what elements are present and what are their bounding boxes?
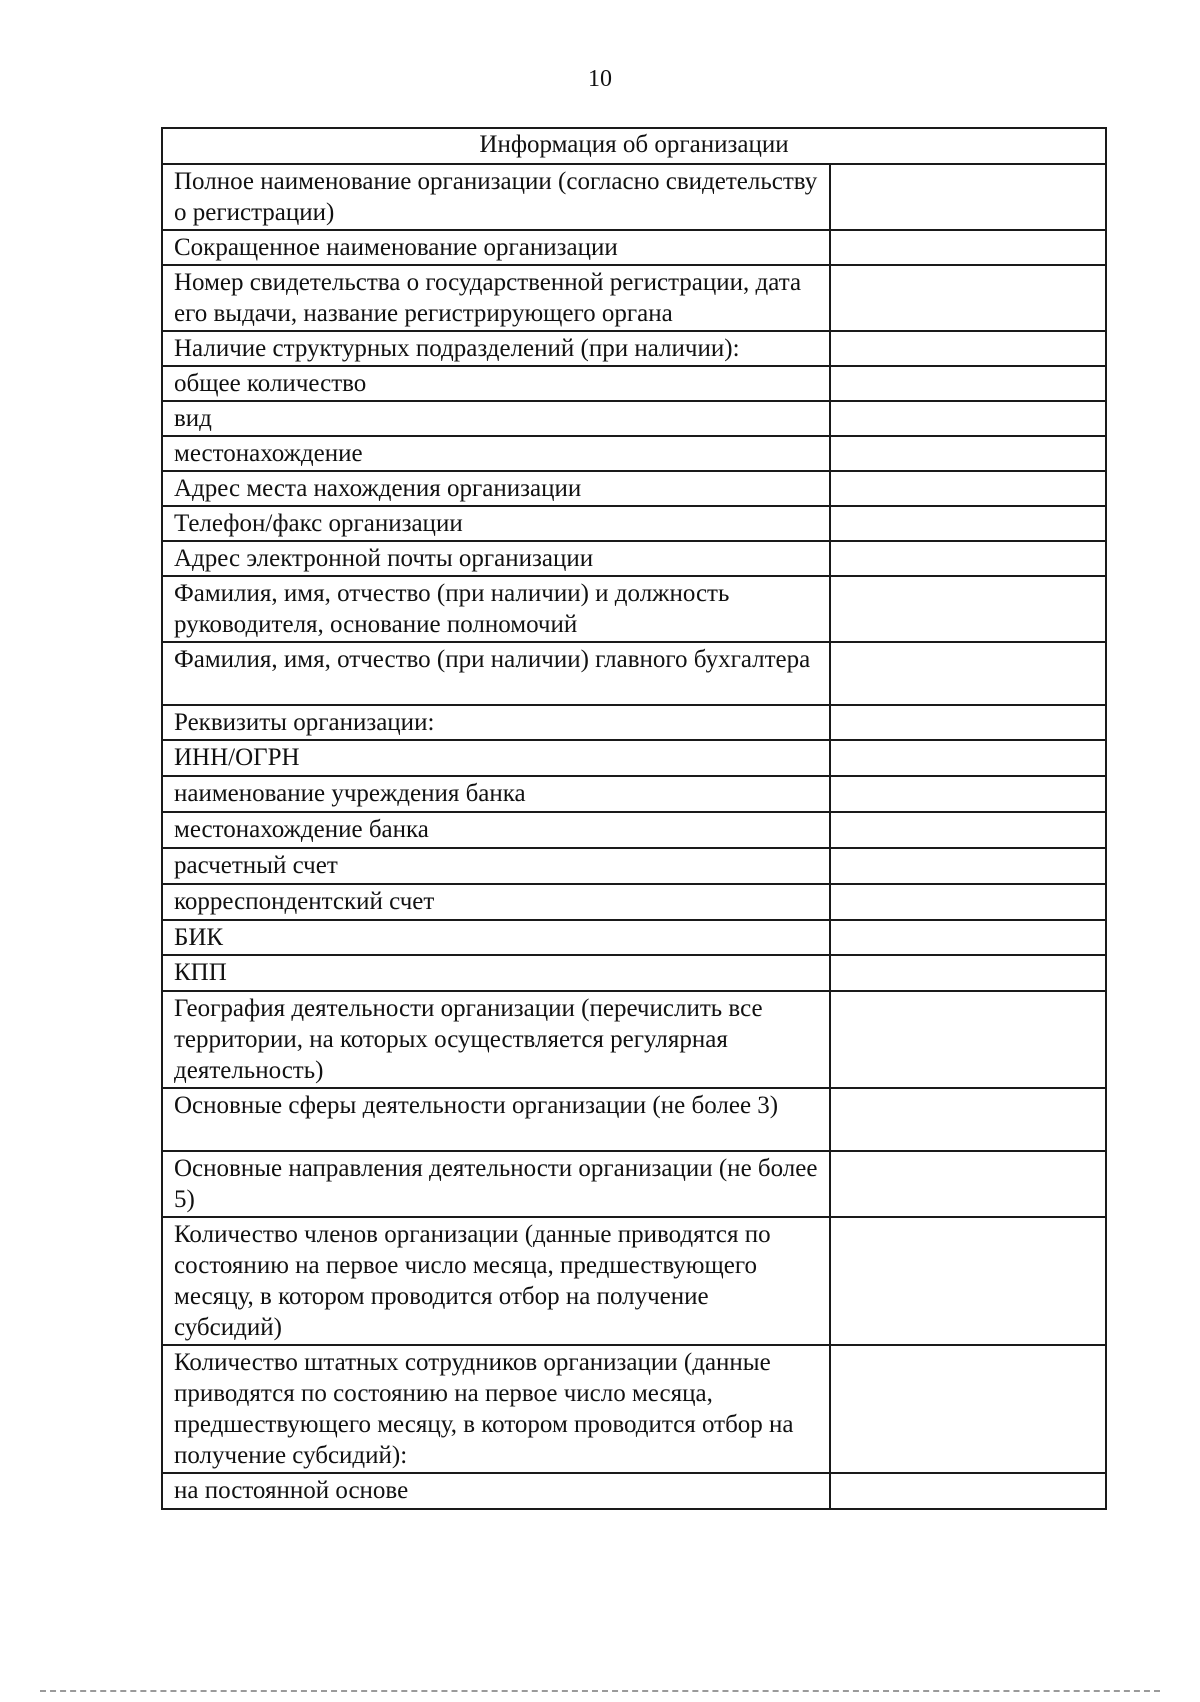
row-label: Реквизиты организации: <box>162 705 830 740</box>
table-row-bik <box>162 920 1106 955</box>
table-row-email <box>162 541 1106 576</box>
row-value-field[interactable] <box>830 1345 1106 1473</box>
table-header: Информация об организации <box>162 128 1106 164</box>
page-number: 10 <box>588 66 612 92</box>
row-label: Полное наименование организации (согласно свидетельству о регистрации) <box>162 164 830 230</box>
row-value-field[interactable] <box>830 436 1106 471</box>
row-label: ИНН/ОГРН <box>162 740 830 776</box>
row-label: Наличие структурных подразделений (при наличии): <box>162 331 830 366</box>
row-label: вид <box>162 401 830 436</box>
row-label: Адрес электронной почты организации <box>162 541 830 576</box>
table-row-staff-count <box>162 1345 1106 1473</box>
table-row-staff-permanent <box>162 1473 1106 1509</box>
row-value-field[interactable] <box>830 848 1106 884</box>
row-label: Основные сферы деятельности организации (не более 3) <box>162 1088 830 1151</box>
table-row-structural-divisions <box>162 331 1106 366</box>
row-value-field[interactable] <box>830 265 1106 331</box>
table-row-requisites <box>162 705 1106 740</box>
row-value-field[interactable] <box>830 884 1106 920</box>
row-label: Номер свидетельства о государственной регистрации, дата его выдачи, название регистрирующего органа <box>162 265 830 331</box>
row-value-field[interactable] <box>830 331 1106 366</box>
page-bottom-border <box>40 1690 1160 1692</box>
row-value-field[interactable] <box>830 920 1106 955</box>
table-row-inn-ogrn <box>162 740 1106 776</box>
row-value-field[interactable] <box>830 776 1106 812</box>
table-row-divisions-location <box>162 436 1106 471</box>
table-row-phone-fax <box>162 506 1106 541</box>
row-value-field[interactable] <box>830 506 1106 541</box>
table-row-address <box>162 471 1106 506</box>
table-row-geography <box>162 991 1106 1088</box>
row-label: Телефон/факс организации <box>162 506 830 541</box>
row-value-field[interactable] <box>830 401 1106 436</box>
row-label: местонахождение <box>162 436 830 471</box>
row-label: корреспондентский счет <box>162 884 830 920</box>
row-value-field[interactable] <box>830 541 1106 576</box>
row-label: Основные направления деятельности организации (не более 5) <box>162 1151 830 1217</box>
table-row-correspondent-account <box>162 884 1106 920</box>
row-label: Количество членов организации (данные приводятся по состоянию на первое число месяца, предшествующего месяцу, в котором проводится отбор на получение субсидий) <box>162 1217 830 1345</box>
organization-info-table <box>161 127 1107 1510</box>
row-value-field[interactable] <box>830 955 1106 991</box>
table-row-activity-spheres <box>162 1088 1106 1151</box>
row-label: География деятельности организации (перечислить все территории, на которых осуществляется регулярная деятельность) <box>162 991 830 1088</box>
table-row-director <box>162 576 1106 642</box>
row-value-field[interactable] <box>830 1151 1106 1217</box>
row-label: Сокращенное наименование организации <box>162 230 830 265</box>
row-label: Количество штатных сотрудников организации (данные приводятся по состоянию на первое число месяца, предшествующего месяцу, в котором проводится отбор на получение субсидий): <box>162 1345 830 1473</box>
table-row-bank-location <box>162 812 1106 848</box>
row-label: местонахождение банка <box>162 812 830 848</box>
row-label: БИК <box>162 920 830 955</box>
table-row-divisions-total <box>162 366 1106 401</box>
row-value-field[interactable] <box>830 1088 1106 1151</box>
row-value-field[interactable] <box>830 366 1106 401</box>
table-row-settlement-account <box>162 848 1106 884</box>
row-value-field[interactable] <box>830 642 1106 705</box>
row-value-field[interactable] <box>830 740 1106 776</box>
row-value-field[interactable] <box>830 164 1106 230</box>
row-value-field[interactable] <box>830 576 1106 642</box>
row-value-field[interactable] <box>830 230 1106 265</box>
row-value-field[interactable] <box>830 991 1106 1088</box>
table-row-members-count <box>162 1217 1106 1345</box>
row-value-field[interactable] <box>830 1473 1106 1509</box>
table-row-bank-name <box>162 776 1106 812</box>
row-label: Фамилия, имя, отчество (при наличии) и должность руководителя, основание полномочий <box>162 576 830 642</box>
table-row-registration-certificate <box>162 265 1106 331</box>
table-row-kpp <box>162 955 1106 991</box>
table-row-activity-directions <box>162 1151 1106 1217</box>
row-label: на постоянной основе <box>162 1473 830 1509</box>
table-header-row <box>162 128 1106 164</box>
row-label: общее количество <box>162 366 830 401</box>
table-row-chief-accountant <box>162 642 1106 705</box>
table-row-short-name <box>162 230 1106 265</box>
table-row-divisions-type <box>162 401 1106 436</box>
row-label: Адрес места нахождения организации <box>162 471 830 506</box>
table-row-full-name <box>162 164 1106 230</box>
row-label: КПП <box>162 955 830 991</box>
row-value-field[interactable] <box>830 471 1106 506</box>
row-label: наименование учреждения банка <box>162 776 830 812</box>
row-label: Фамилия, имя, отчество (при наличии) главного бухгалтера <box>162 642 830 705</box>
row-value-field[interactable] <box>830 1217 1106 1345</box>
table-body <box>162 164 1106 1509</box>
row-value-field[interactable] <box>830 812 1106 848</box>
row-label: расчетный счет <box>162 848 830 884</box>
row-value-field[interactable] <box>830 705 1106 740</box>
